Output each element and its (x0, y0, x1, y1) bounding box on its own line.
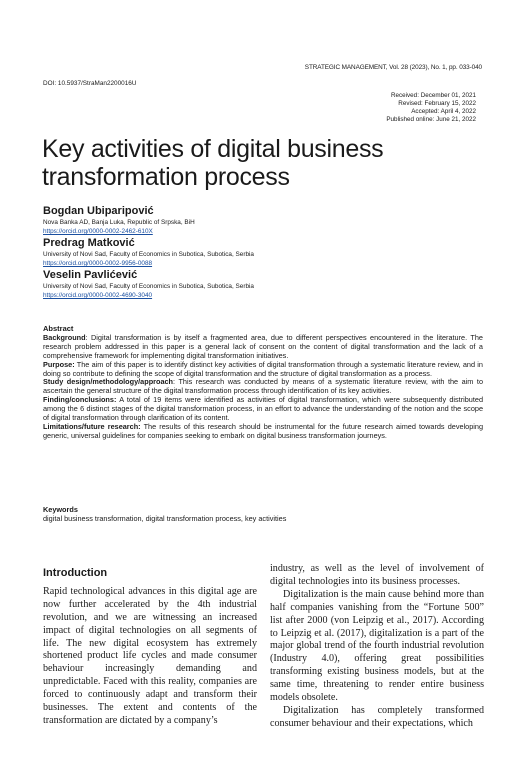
section-text: : This research was conducted by means of a systematic literature review, with the aim to ascertain the general structure of the digital transformation process through identification of its key activities. (43, 377, 483, 396)
section-text: The aim of this paper is to identify distinct key activities of digital transformation through a systematic literature review, and in doing so contribute to defining the scope of digital transformation and the structure of digital transformation as a process. (43, 359, 483, 378)
body-column-left (43, 563, 257, 728)
abstract-purpose (43, 361, 483, 379)
section-text: : Digital transformation is by itself a fragmented area, due to different perspectives encountered in the literature. The research problem addressed in this paper is a general lack of consent on the content of digital transformation and the lack of a comprehensive framework for implementing digital transformation initiatives. (43, 332, 483, 360)
body-paragraph: industry, as well as the level of involvement of digital technologies into its business processes. (270, 563, 484, 587)
author-name: Bogdan Ubiparipović (43, 205, 154, 217)
keywords (43, 505, 483, 523)
abstract-background (43, 334, 483, 361)
title-line: Key activities of digital business (42, 135, 384, 163)
publication-dates (386, 92, 476, 124)
body-paragraph: Rapid technological advances in this digital age are now further accelerated by the 4th industrial revolution, and we are witnessing an increased impact of digital technologies on all segments of life. The new digital ecosystem has extremely shortened product life cycles and made consumer behaviour increasingly demanding and unpredictable. Faced with this reality, companies are forced to continuously adapt and transform their businesses. The extent and contents of the transformation are dictated by a company’s (43, 585, 257, 726)
author-list (43, 205, 483, 301)
author-affiliation: Nova Banka AD, Banja Luka, Republic of Srpska, BiH (43, 219, 195, 226)
abstract-findings (43, 396, 483, 423)
section-label: Study design/methodology/approach (43, 377, 174, 387)
abstract (43, 325, 483, 441)
author-affiliation: University of Novi Sad, Faculty of Economics in Subotica, Subotica, Serbia (43, 251, 254, 258)
abstract-methodology (43, 378, 483, 396)
author-affiliation: University of Novi Sad, Faculty of Economics in Subotica, Subotica, Serbia (43, 283, 254, 290)
body-column-right (270, 563, 484, 731)
section-label: Limitations/future research: (43, 421, 141, 431)
section-label: Finding/conclusions: (43, 395, 117, 405)
author-name: Predrag Matković (43, 237, 135, 249)
section-text: A total of 19 items were identified as activities of digital transformation, which were subsequently distributed among the 6 distinct stages of the digital transformation process, in an effort to advance the understanding of the notion and the scope of digital transformation through clarification of its content. (43, 395, 483, 423)
author-block (43, 205, 483, 236)
journal-citation: STRATEGIC MANAGEMENT, Vol. 28 (2023), No. 1, pp. 033-040 (304, 64, 482, 71)
abstract-limitations (43, 423, 483, 441)
author-block (43, 269, 483, 300)
author-name: Veselin Pavlićević (43, 269, 138, 281)
body-paragraph: Digitalization has completely transformed consumer behaviour and their expectations, which (270, 704, 484, 729)
accepted-date: Accepted: April 4, 2022 (411, 108, 476, 115)
body-paragraph: Digitalization is the main cause behind more than half companies vanishing from the “Fortune 500” list after 2000 (von Leipzig et al., 2017). According to Leipzig et al. (2017), digitalization is a part of the major global trend of the fourth industrial revolution (Industry 4.0), offering great possibilities transforming existing business models, but at the same time, threatening to render entire business models obsolete. (270, 588, 484, 704)
received-date: Received: December 01, 2021 (390, 92, 476, 99)
keywords-heading: Keywords (43, 505, 78, 514)
doi: DOI: 10.5937/StraMan2200016U (43, 80, 137, 87)
section-label: Purpose: (43, 359, 75, 369)
orcid-link[interactable]: https://orcid.org/0000-0002-2462-610X (43, 228, 153, 235)
section-label: Background (43, 332, 86, 342)
title-line: transformation process (42, 163, 290, 191)
author-block (43, 237, 483, 268)
published-date: Published online: June 21, 2022 (386, 116, 476, 123)
abstract-heading: Abstract (43, 324, 74, 333)
introduction-heading: Introduction (43, 567, 108, 579)
orcid-link[interactable]: https://orcid.org/0000-0002-9956-0088 (43, 260, 153, 267)
revised-date: Revised: February 15, 2022 (398, 100, 476, 107)
section-text: The results of this research should be instrumental for the future research aimed towards developing generic, universal guidelines for companies seeking to embark on digital business transformation journeys. (43, 421, 483, 440)
paper-title (42, 135, 482, 191)
orcid-link[interactable]: https://orcid.org/0000-0002-4690-3040 (43, 292, 153, 299)
keywords-text: digital business transformation, digital transformation process, key activities (43, 514, 287, 523)
